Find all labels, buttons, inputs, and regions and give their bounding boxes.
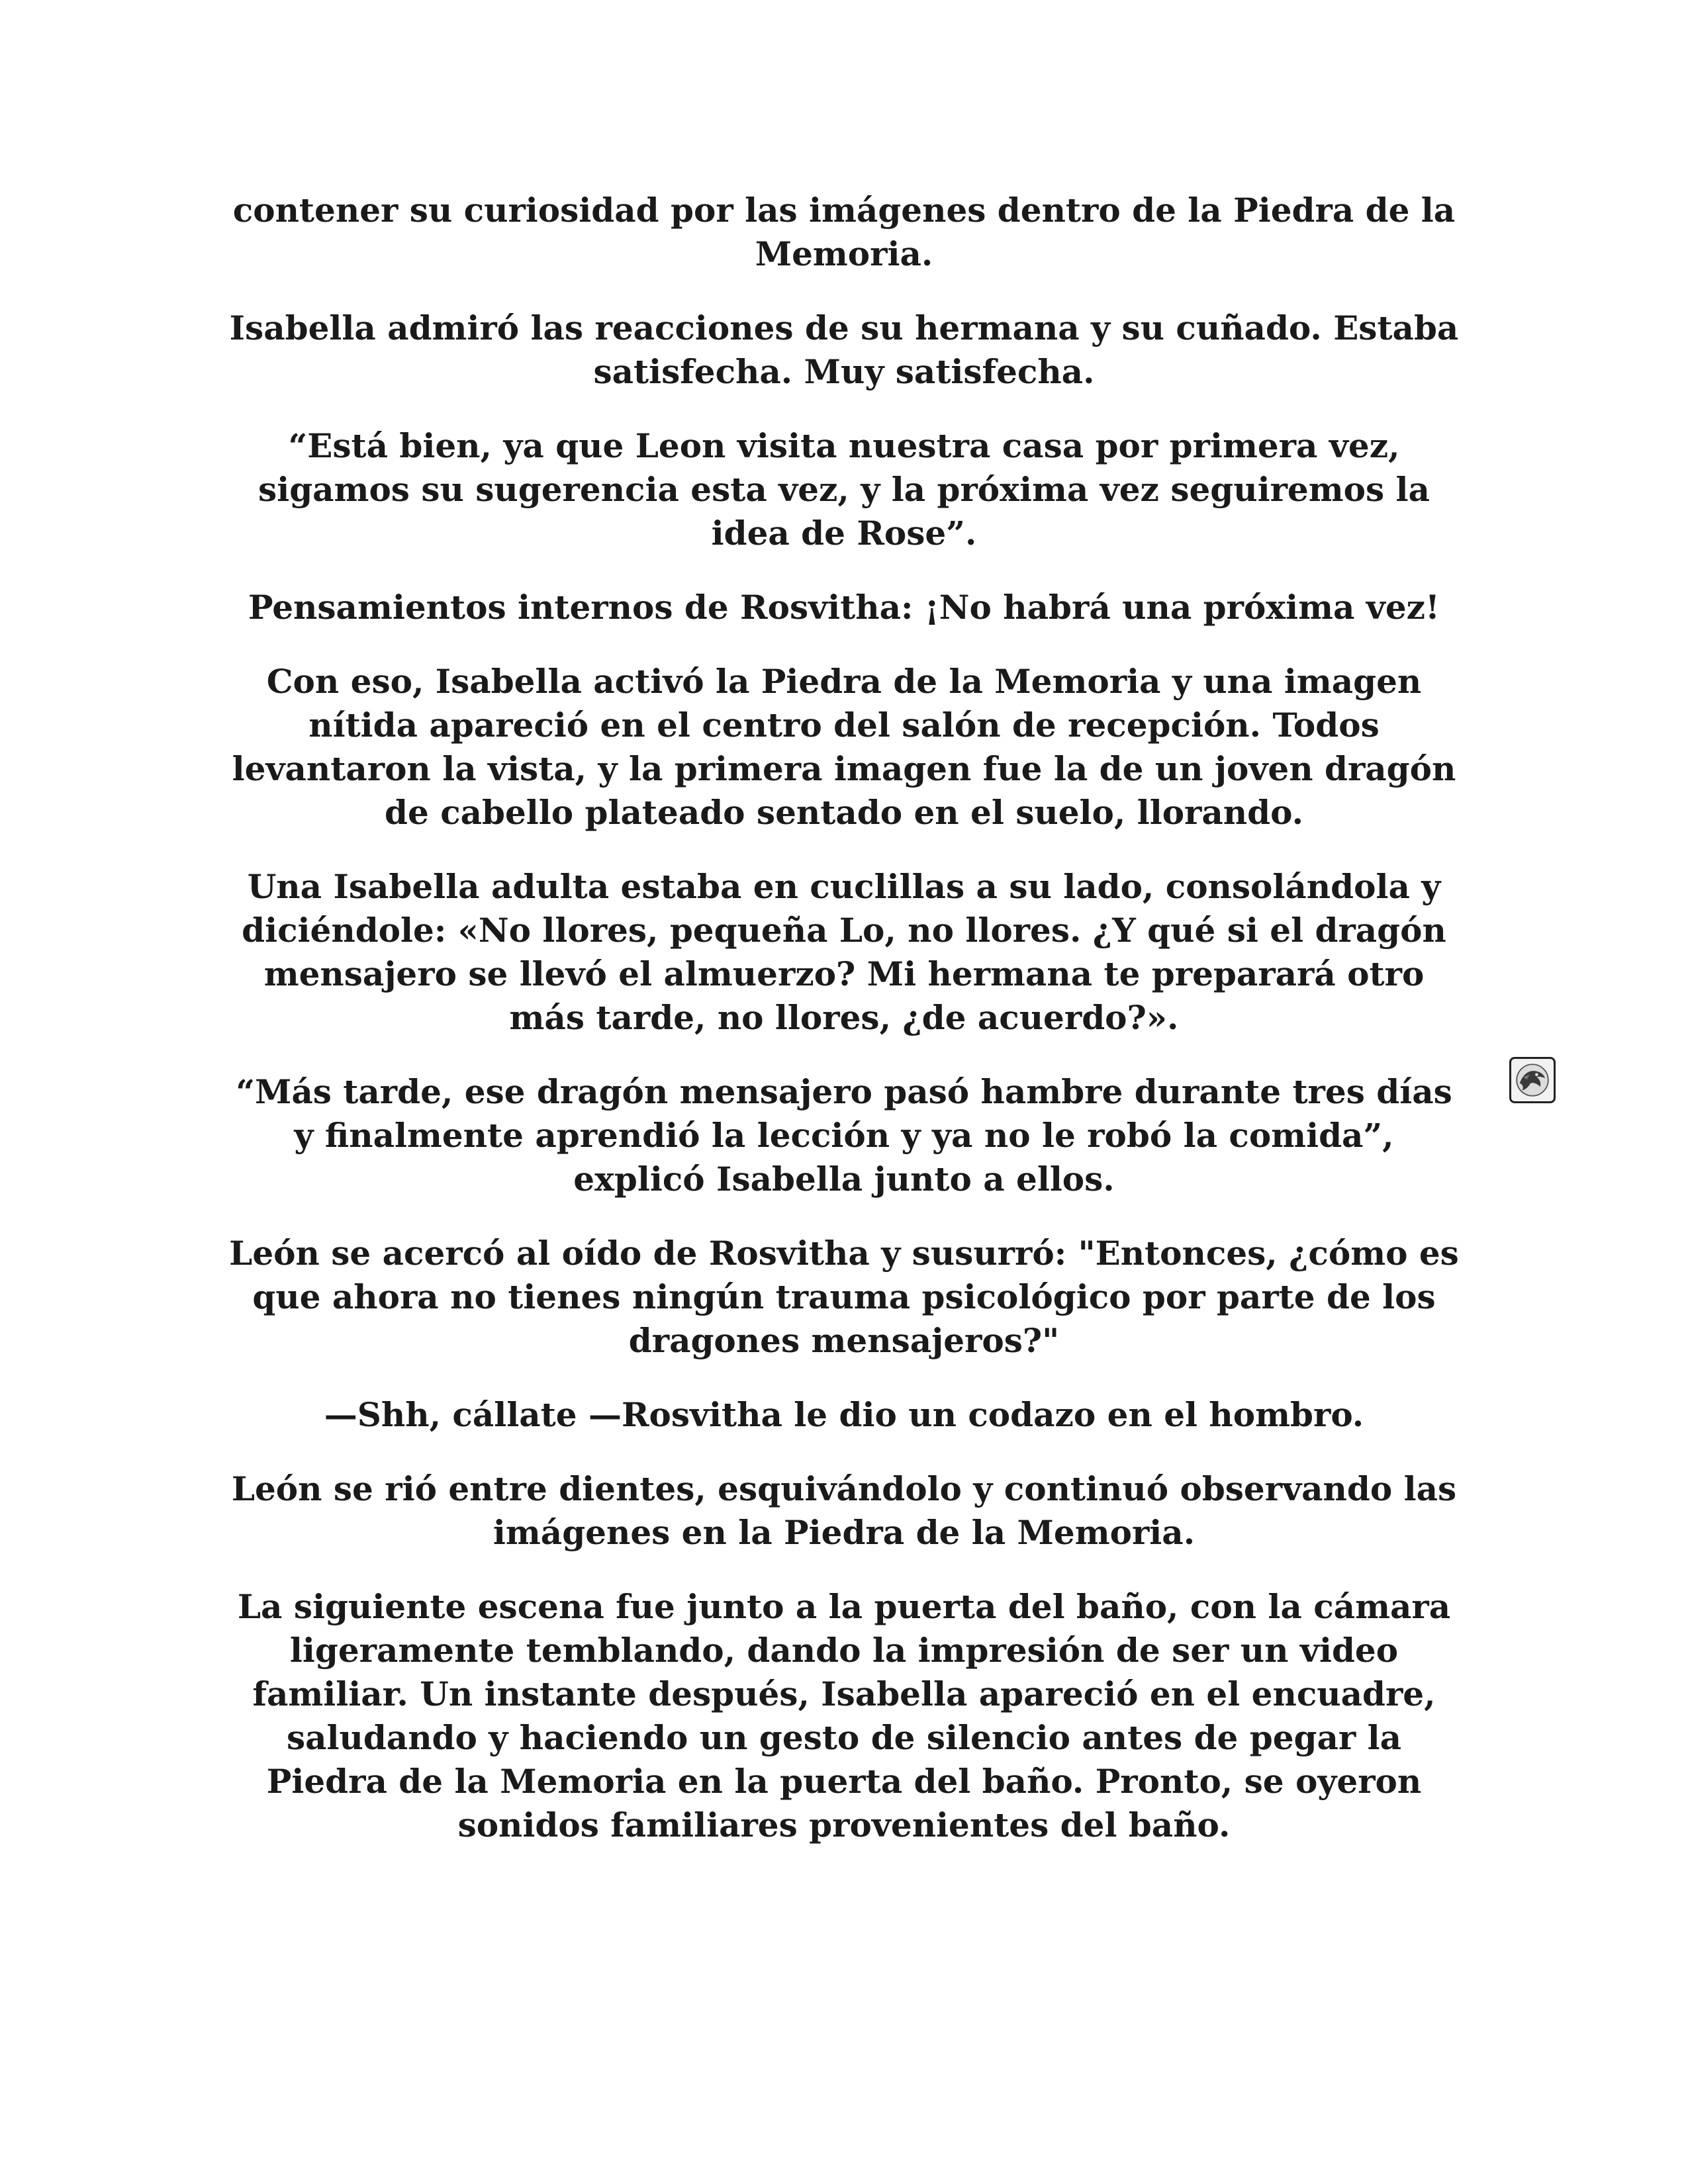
paragraph-1: contener su curiosidad por las imágenes dentro de la Piedra de la Memoria. [232, 191, 1456, 273]
paragraph-8: León se acercó al oído de Rosvitha y susurró: "Entonces, ¿cómo es que ahora no tienes ningún trauma psicológico por parte de los dragones mensajeros?" [229, 1234, 1459, 1360]
paragraph-10: León se rió entre dientes, esquivándolo y continuó observando las imágenes en la Piedra de la Memoria. [231, 1469, 1457, 1552]
paragraph-11: La siguiente escena fue junto a la puerta del baño, con la cámara ligeramente temblando, dando la impresión de ser un video familiar. Un instante después, Isabella apareció en el encuadre, saludando y haciendo un gesto de silencio antes de pegar la Piedra de la Memoria en la puerta del baño. Pronto, se oyeron sonidos familiares provenientes del baño. [237, 1587, 1451, 1844]
paragraph-7: “Más tarde, ese dragón mensajero pasó hambre durante tres días y finalmente aprendió la lección y ya no le robó la comida”, explicó Isabella junto a ellos. [236, 1072, 1452, 1199]
paragraph-9: —Shh, cállate —Rosvitha le dio un codazo en el hombro. [324, 1395, 1364, 1434]
paragraph-3: “Está bien, ya que Leon visita nuestra casa por primera vez, sigamos su sugerencia esta vez, y la próxima vez seguiremos la idea de Rose”. [258, 426, 1430, 553]
paragraph-2: Isabella admiró las reacciones de su hermana y su cuñado. Estaba satisfecha. Muy satisfecha. [229, 308, 1459, 391]
document-body [225, 189, 1463, 1878]
paragraph-5: Con eso, Isabella activó la Piedra de la Memoria y una imagen nítida apareció en el centro del salón de recepción. Todos levantaron la vista, y la primera imagen fue la de un joven dragón de cabello plateado sentado en el suelo, llorando. [232, 662, 1456, 832]
paragraph-6: Una Isabella adulta estaba en cuclillas a su lado, consolándola y diciéndole: «No llores, pequeña Lo, no llores. ¿Y qué si el dragón mensajero se llevó el almuerzo? Mi hermana te preparará otro más tarde, no llores, ¿de acuerdo?». [242, 867, 1446, 1037]
dragon-logo-icon [1509, 1057, 1556, 1103]
paragraph-4: Pensamientos internos de Rosvitha: ¡No habrá una próxima vez! [248, 588, 1440, 627]
